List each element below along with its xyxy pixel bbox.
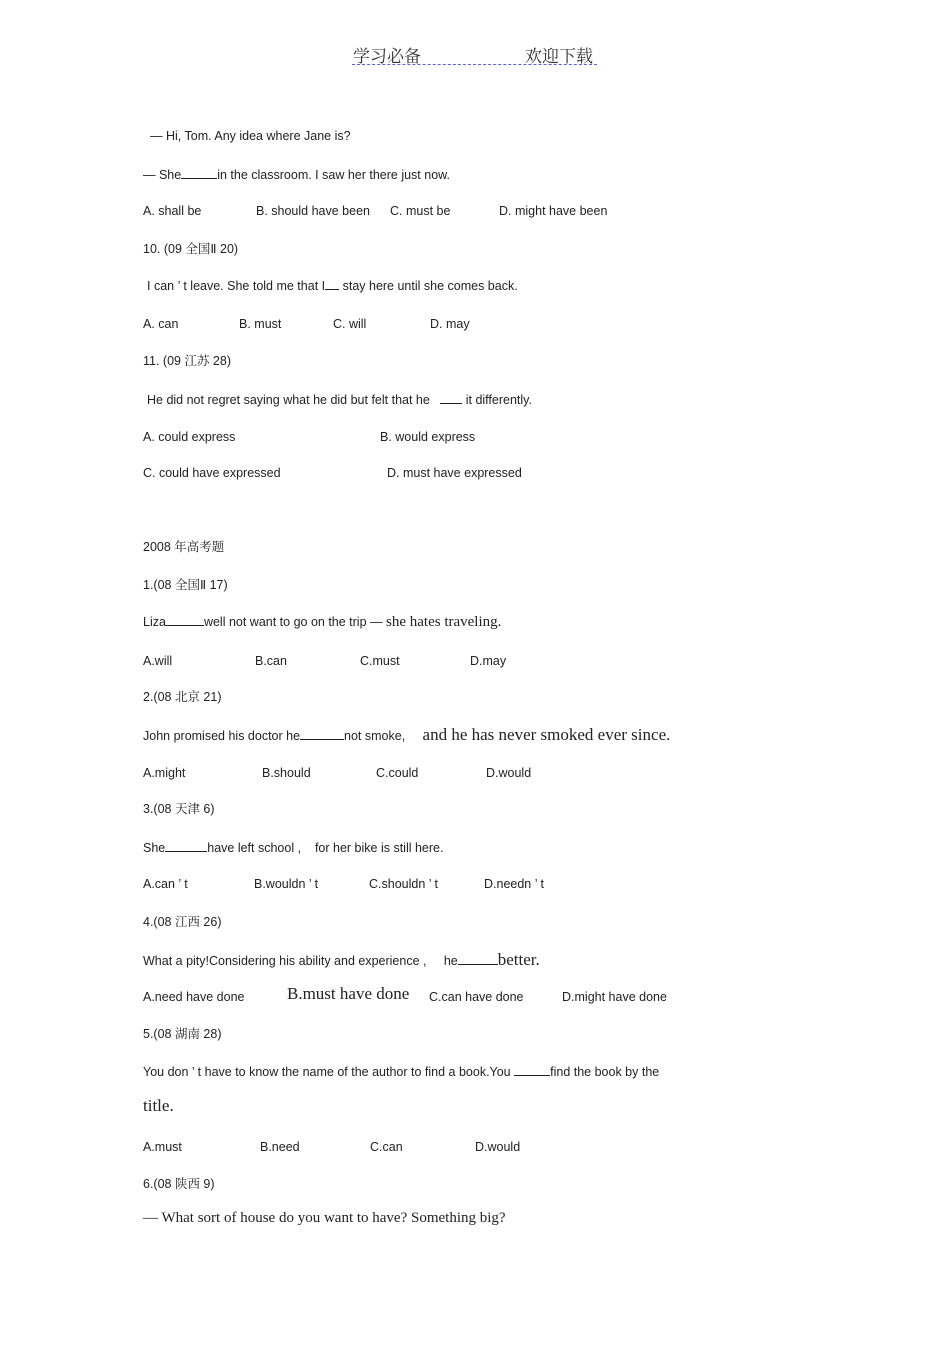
section-title: 2008 年高考题 — [143, 540, 225, 554]
option-d: D. may — [430, 317, 470, 331]
question-5-number: 5.(08 湖南 28) — [143, 1027, 222, 1041]
question-11-line-start: He did not regret saying what he did but felt that he — [147, 393, 430, 407]
question-11-line — [147, 391, 532, 408]
question-1-line-end: she hates traveling. — [386, 614, 502, 630]
answer-blank — [300, 727, 344, 740]
answer-blank — [458, 952, 498, 965]
option-a: A.might — [143, 766, 186, 780]
question-10-line-start: I can ’ t leave. She told me that I — [147, 279, 326, 293]
option-a: A.will — [143, 654, 173, 668]
question-2-line — [143, 727, 670, 744]
option-b: B.can — [255, 654, 287, 668]
option-b: B. would express — [380, 430, 476, 444]
option-a: A.need have done — [143, 990, 245, 1004]
option-d: D.needn ’ t — [484, 877, 544, 891]
header-right-text: 欢迎下载 — [525, 47, 593, 67]
option-c: C. could have expressed — [143, 466, 281, 480]
question-5-line — [143, 1063, 659, 1080]
option-c: C.shouldn ’ t — [369, 877, 439, 891]
option-b: B.should — [262, 766, 311, 780]
option-a: A.must — [143, 1140, 182, 1154]
header-left-text: 学习必备 — [353, 47, 421, 67]
option-d: D.would — [486, 766, 532, 780]
option-d: D.might have done — [562, 990, 667, 1004]
option-a: A.can ’ t — [143, 877, 188, 891]
question-4-line-start: What a pity!Considering his ability and experience , he — [143, 954, 458, 968]
answer-blank — [166, 613, 204, 626]
answer-blank — [440, 391, 462, 404]
question-6-number: 6.(08 陕西 9) — [143, 1177, 215, 1191]
question-5-line-start: You don ’ t have to know the name of the author to find a book.You — [143, 1065, 511, 1079]
question-4-number: 4.(08 江西 26) — [143, 915, 222, 929]
question-2-line-mid: not smoke, — [344, 729, 406, 743]
question-3-line-end: have left school , for her bike is still here. — [207, 841, 444, 855]
page-header — [352, 42, 597, 65]
option-b: B. should have been — [256, 204, 370, 218]
answer-blank — [165, 839, 207, 852]
question-2-number: 2.(08 北京 21) — [143, 690, 222, 704]
question-10-number: 10. (09 全国Ⅱ 20) — [143, 242, 239, 256]
answer-blank — [181, 166, 217, 179]
question-3-line — [143, 839, 443, 856]
option-c: C.can have done — [429, 990, 524, 1004]
option-d: D.would — [475, 1140, 521, 1154]
option-a: A. can — [143, 317, 179, 331]
question-11-number: 11. (09 江苏 28) — [143, 354, 232, 368]
question-5-line-end: find the book by the — [550, 1065, 660, 1079]
question-1-line-start: Liza — [143, 615, 166, 629]
question-a-line2-start: — She — [143, 168, 182, 182]
question-5-line2: title. — [143, 1096, 174, 1115]
question-a-line2-end: in the classroom. I saw her there just now. — [217, 168, 450, 182]
question-10-line-end: stay here until she comes back. — [342, 279, 518, 293]
question-4-line-end: better. — [497, 950, 540, 969]
question-a-line1: — Hi, Tom. Any idea where Jane is? — [150, 129, 351, 143]
question-11-line-end: it differently. — [465, 393, 532, 407]
option-d: D. must have expressed — [387, 466, 522, 480]
option-d: D.may — [470, 654, 507, 668]
option-c: C. must be — [390, 204, 451, 218]
question-6-line1: — What sort of house do you want to have? Something big? — [143, 1210, 506, 1226]
question-4-line — [143, 952, 540, 969]
answer-blank — [325, 277, 339, 290]
option-c: C.can — [370, 1140, 403, 1154]
option-b: B.must have done — [287, 984, 410, 1003]
question-10-line — [147, 277, 518, 294]
question-3-number: 3.(08 天津 6) — [143, 802, 215, 816]
option-c: C. will — [333, 317, 367, 331]
question-3-line-start: She — [143, 841, 166, 855]
option-b: B. must — [239, 317, 282, 331]
answer-blank — [514, 1063, 550, 1076]
question-2-line-start: John promised his doctor he — [143, 729, 301, 743]
option-b: B.wouldn ’ t — [254, 877, 319, 891]
question-1-line-mid: well not want to go on the trip — — [203, 615, 383, 629]
question-1-number: 1.(08 全国Ⅱ 17) — [143, 578, 228, 592]
option-b: B.need — [260, 1140, 300, 1154]
option-d: D. might have been — [499, 204, 608, 218]
question-1-line — [143, 613, 501, 630]
option-c: C.could — [376, 766, 419, 780]
question-2-line-end: and he has never smoked ever since. — [422, 725, 671, 744]
question-a-line2 — [143, 166, 450, 183]
option-c: C.must — [360, 654, 400, 668]
option-a: A. could express — [143, 430, 236, 444]
option-a: A. shall be — [143, 204, 202, 218]
